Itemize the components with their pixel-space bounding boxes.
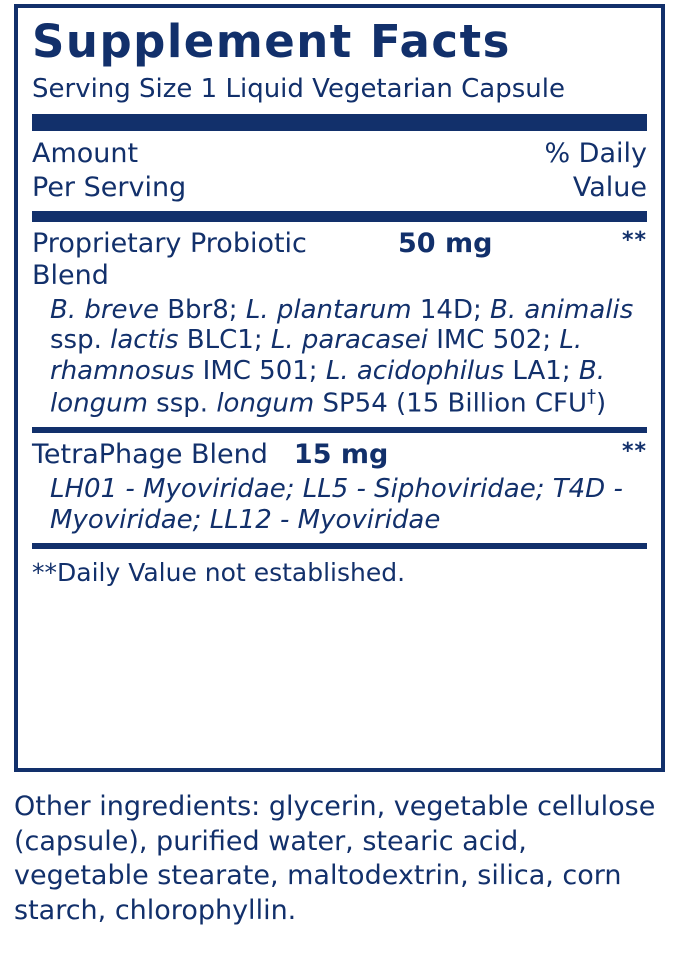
ingredient-row-probiotic: [32, 228, 647, 292]
dv-header-line2: Value: [572, 171, 647, 203]
ingredient-row-tetraphage: [32, 439, 647, 471]
probiotic-strain-list: B. breve Bbr8; L. plantarum 14D; B. animalis ssp. lactis BLC1; L. paracasei IMC 502; L. rhamnosus IMC 501; L. acidophilus LA1; B. longum ssp. longum SP54 (15 Billion CFU†): [50, 295, 634, 419]
ingredient-amount: 15 mg: [293, 439, 389, 471]
facts-box: [14, 4, 665, 772]
divider-med-headers: [32, 211, 647, 222]
ingredient-daily-value: **: [621, 228, 647, 254]
daily-value-footnote: **Daily Value not established.: [32, 558, 406, 588]
amount-header-line2: Per Serving: [32, 171, 187, 203]
amount-per-serving-header: [32, 137, 186, 205]
serving-size-text: Serving Size 1 Liquid Vegetarian Capsule: [32, 74, 565, 105]
tetraphage-strain-list: LH01 - Myoviridae; LL5 - Siphoviridae; T4D - Myoviridae; LL12 - Myoviridae: [50, 474, 623, 535]
ingredient-daily-value: **: [621, 439, 647, 465]
divider-thin-2: [32, 543, 647, 549]
dv-header-line1: % Daily: [544, 137, 647, 169]
other-ingredients-text: Other ingredients: glycerin, vegetable cellulose (capsule), purified water, stearic acid, vegetable stearate, maltodextrin, silica, corn starch, chlorophyllin.: [14, 791, 656, 926]
divider-thin-1: [32, 427, 647, 433]
ingredient-name: TetraPhage Blend: [32, 439, 268, 471]
amount-header-line1: Amount: [32, 137, 139, 169]
column-headers: [32, 137, 647, 205]
page-title: Supplement Facts: [32, 15, 511, 68]
ingredient-name: Proprietary Probiotic Blend: [32, 228, 307, 292]
daily-value-header: [544, 137, 647, 205]
divider-thick-top: [32, 114, 647, 131]
ingredient-amount: 50 mg: [398, 228, 493, 260]
